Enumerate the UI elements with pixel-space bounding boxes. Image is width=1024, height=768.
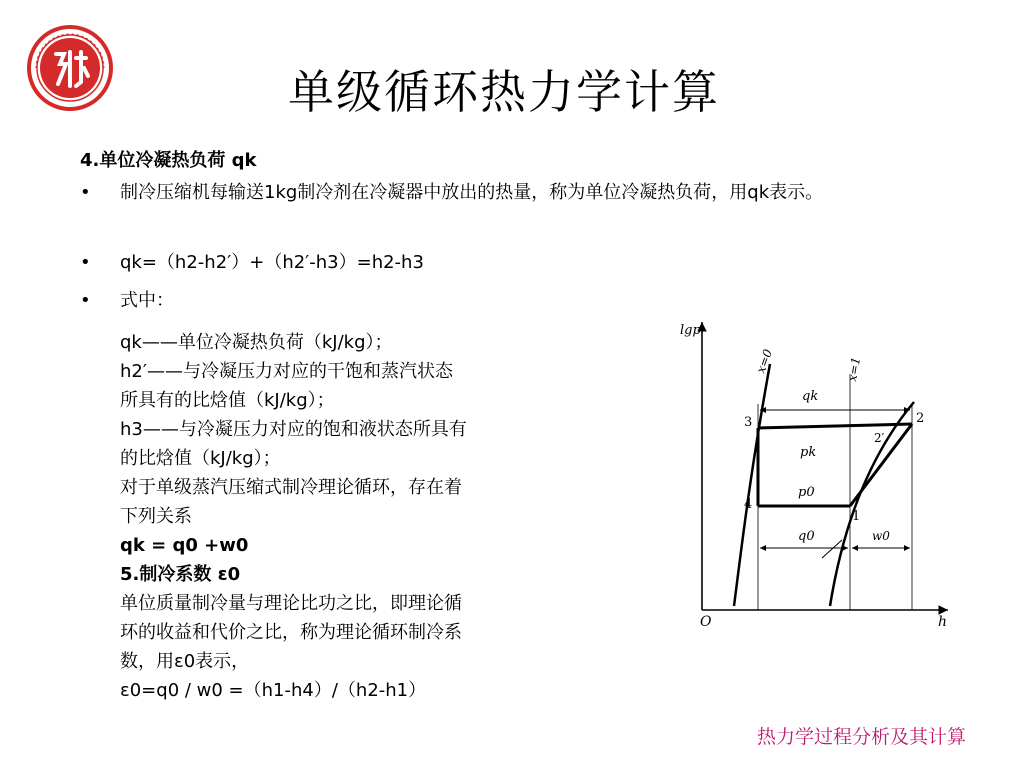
cop-formula: ε0=q0 / w0 =（h1-h4）/（h2-h1） (120, 680, 427, 701)
cycle-line-3-2 (758, 424, 912, 428)
definition-block (120, 328, 615, 705)
bullet-text: qk=（h2-h2′）+（h2′-h3）=h2-h3 (120, 252, 424, 273)
saturated-vapor-curve (830, 402, 914, 606)
point-label: 2 (916, 411, 925, 426)
definition-line: h2′——与冷凝压力对应的干饱和蒸汽状态 (120, 361, 453, 382)
label-p0: p0 (798, 485, 815, 500)
definition-line: 下列关系 (120, 506, 192, 527)
bullet-marker: • (80, 182, 91, 203)
label-w0: w0 (872, 529, 890, 543)
label-qk: qk (802, 389, 819, 404)
footer-course-title: 热力学过程分析及其计算 (756, 726, 966, 748)
x-axis-label: h (938, 614, 948, 630)
label-q0: q0 (798, 529, 815, 544)
curve-x0-label: x=0 (753, 347, 776, 376)
section-heading-5: 5.制冷系数 ε0 (120, 564, 241, 585)
y-axis-label: lgp (680, 323, 701, 338)
point-label: 4 (744, 497, 753, 512)
origin-label: O (700, 614, 712, 630)
label-pk: pk (800, 445, 817, 460)
bullet-text: 式中： (120, 290, 174, 311)
relation-equation: qk = q0 +w0 (120, 535, 249, 556)
point-label: 2′ (874, 431, 885, 445)
definition-line: 所具有的比焓值（kJ/kg）； (120, 390, 335, 411)
bullet-marker: • (80, 290, 91, 311)
definition-line: 对于单级蒸汽压缩式制冷理论循环，存在着 (120, 477, 462, 498)
definition-line: qk——单位冷凝热负荷（kJ/kg）； (120, 332, 393, 353)
saturated-liquid-curve (734, 364, 770, 606)
slide-title: 单级循环热力学计算 (288, 65, 720, 119)
bullet-text: 制冷压缩机每输送1kg制冷剂在冷凝器中放出的热量，称为单位冷凝热负荷，用qk表示。 (120, 182, 824, 203)
university-logo (26, 24, 114, 112)
cop-line: 环的收益和代价之比，称为理论循环制冷系 (120, 622, 462, 643)
section-heading-4: 4.单位冷凝热负荷 qk (80, 150, 257, 171)
cop-line: 数，用ε0表示， (120, 651, 250, 672)
cop-line: 单位质量制冷量与理论比功之比，即理论循 (120, 593, 462, 614)
definition-line: 的比焓值（kJ/kg）； (120, 448, 281, 469)
point-label: 1 (852, 509, 861, 524)
lgp-h-diagram (672, 314, 960, 636)
definition-line: h3——与冷凝压力对应的饱和液状态所具有 (120, 419, 467, 440)
bullet-marker: • (80, 252, 91, 273)
point-label: 3 (744, 415, 753, 430)
curve-x1-label: x=1 (845, 355, 864, 383)
